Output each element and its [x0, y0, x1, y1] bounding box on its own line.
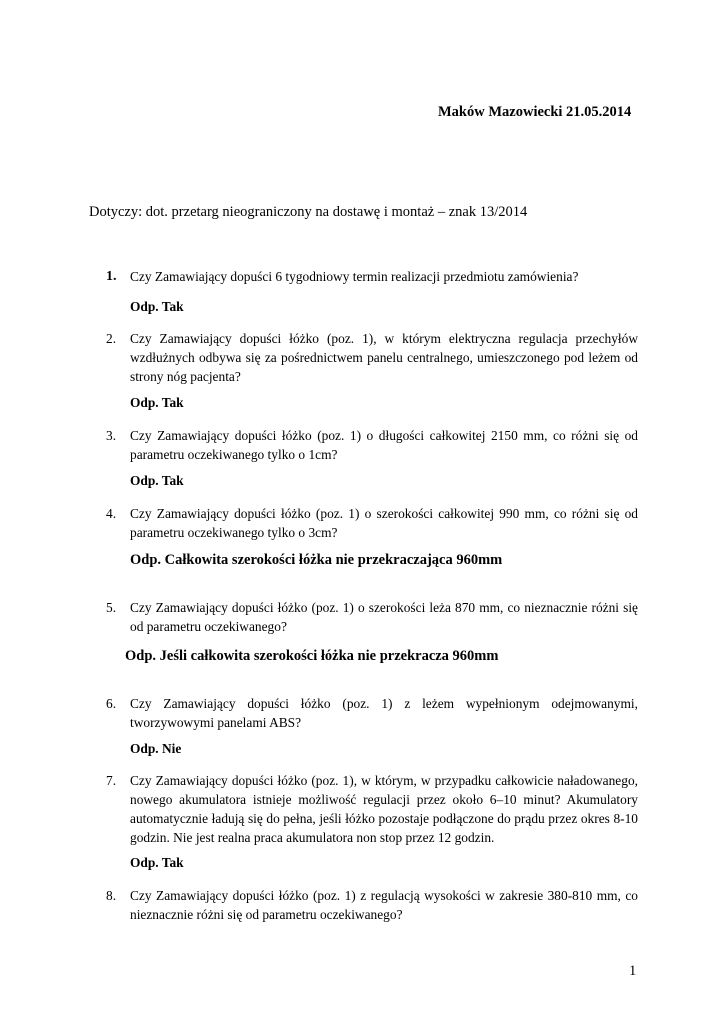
page-number: 1 [629, 963, 637, 979]
question-text: Czy Zamawiający dopuści łóżko (poz. 1) o szerokości leża 870 mm, co nieznacznie różni się od parametru oczekiwanego? [130, 600, 638, 634]
question-number: 4. [106, 506, 117, 521]
question-number: 2. [106, 331, 117, 346]
question-text: Czy Zamawiający dopuści łóżko (poz. 1) o długości całkowitej 2150 mm, co różni się od parametru oczekiwanego tylko o 1cm? [130, 428, 638, 462]
question-text: Czy Zamawiający dopuści łóżko (poz. 1) z regulacją wysokości w zakresie 380-810 mm, co nieznacznie różni się od parametru oczekiwanego? [130, 888, 638, 922]
question-item [106, 267, 638, 286]
question-number: 3. [106, 428, 117, 443]
subject-line: Dotyczy: dot. przetarg nieograniczony na dostawę i montaż – znak 13/2014 [89, 204, 528, 220]
question-text: Czy Zamawiający dopuści łóżko (poz. 1), w którym, w przypadku całkowicie naładowanego, nowego akumulatora istnieje możliwość regulacji przez około 6–10 minut? Akumulatory automatycznie ładują się do pełna, jeśli łóżko pozostaje podłączone do prądu przez okres 8-10 godzin. Nie jest realna praca akumulatora non stop przez 12 godzin. [130, 773, 638, 845]
question-number: 6. [106, 696, 117, 711]
question-text: Czy Zamawiający dopuści łóżko (poz. 1) o szerokości całkowitej 990 mm, co różni się od parametru oczekiwanego tylko o 3cm? [130, 506, 638, 540]
place-and-date: Maków Mazowiecki 21.05.2014 [438, 104, 632, 120]
answer: Odp. Jeśli całkowita szerokości łóżka nie przekracza 960mm [125, 648, 499, 664]
question-text: Czy Zamawiający dopuści łóżko (poz. 1) z leżem wypełnionym odejmowanymi, tworzywowymi panelami ABS? [130, 696, 638, 730]
question-item [106, 886, 638, 924]
question-item [106, 694, 638, 732]
answer: Odp. Całkowita szerokości łóżka nie przekraczająca 960mm [130, 552, 503, 568]
question-text: Czy Zamawiający dopuści 6 tygodniowy termin realizacji przedmiotu zamówienia? [130, 269, 579, 284]
answer: Odp. Tak [130, 395, 184, 410]
question-number: 1. [106, 269, 117, 284]
answer: Odp. Tak [130, 855, 184, 870]
answer: Odp. Tak [130, 473, 184, 488]
question-number: 8. [106, 888, 117, 903]
question-item [106, 329, 638, 386]
question-item [106, 426, 638, 464]
answer: Odp. Nie [130, 741, 182, 756]
question-item [106, 504, 638, 542]
question-item [106, 598, 638, 636]
question-number: 7. [106, 773, 117, 788]
question-number: 5. [106, 600, 117, 615]
question-item [106, 771, 638, 847]
answer: Odp. Tak [130, 299, 184, 314]
question-text: Czy Zamawiający dopuści łóżko (poz. 1), w którym elektryczna regulacja przechyłów wzdłużnych odbywa się za pośrednictwem panelu centralnego, umieszczonego pod leżem od strony nóg pacjenta? [130, 331, 638, 384]
